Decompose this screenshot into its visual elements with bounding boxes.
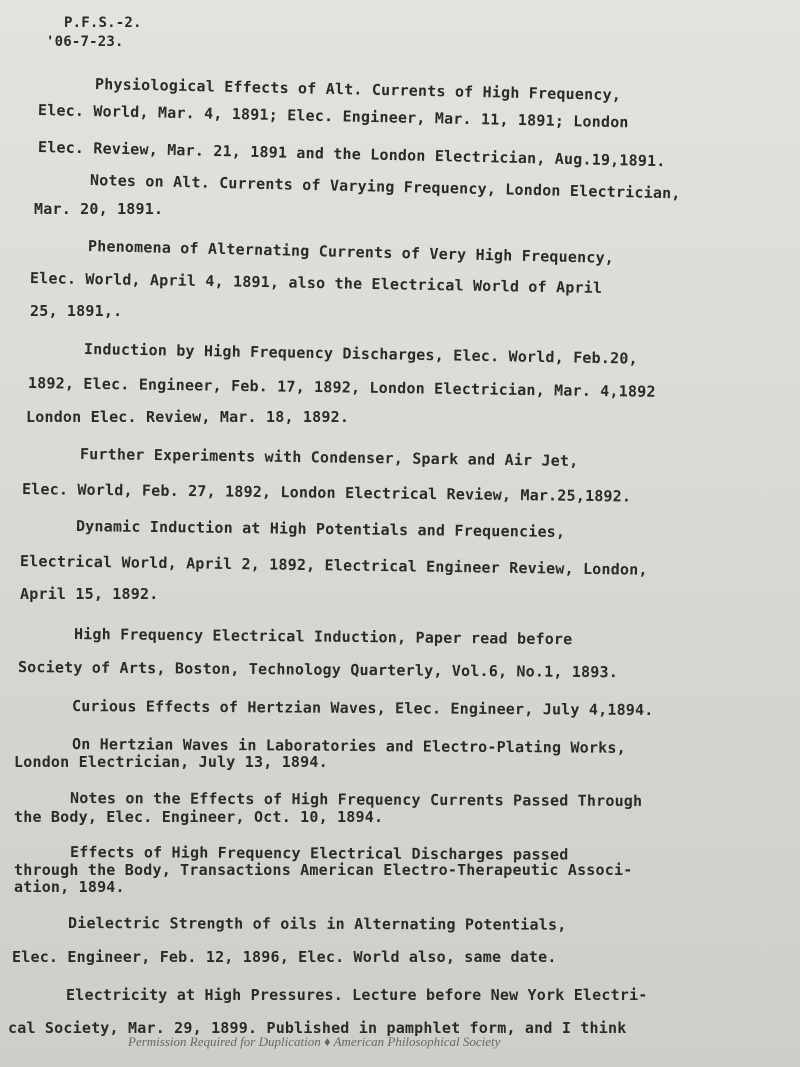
text-line: Electricity at High Pressures. Lecture before New York Electri- [66, 986, 648, 1004]
text-line: Elec. Review, Mar. 21, 1891 and the London Electrician, Aug.19,1891. [37, 138, 666, 171]
text-line: cal Society, Mar. 29, 1899. Published in pamphlet form, and I think [8, 1019, 627, 1037]
text-line: ation, 1894. [14, 878, 125, 896]
text-line: Further Experiments with Condenser, Spark and Air Jet, [79, 445, 579, 470]
text-line: On Hertzian Waves in Laboratories and Electro-Plating Works, [71, 735, 626, 757]
text-line: London Elec. Review, Mar. 18, 1892. [26, 408, 350, 426]
text-line: the Body, Elec. Engineer, Oct. 10, 1894. [14, 808, 384, 826]
document-date: '06-7-23. [46, 34, 124, 50]
text-line: Dielectric Strength of oils in Alternating Potentials, [67, 914, 567, 934]
text-line: London Electrician, July 13, 1894. [14, 753, 328, 771]
text-line: Elec. World, Feb. 27, 1892, London Electrical Review, Mar.25,1892. [21, 480, 632, 506]
text-line: Notes on Alt. Currents of Varying Frequency, London Electrician, [89, 171, 681, 203]
text-line: Notes on the Effects of High Frequency Currents Passed Through [69, 789, 643, 810]
document-reference: P.F.S.-2. [64, 15, 142, 31]
text-line: Elec. World, Mar. 4, 1891; Elec. Engineer, Mar. 11, 1891; London [37, 101, 629, 132]
text-line: Induction by High Frequency Discharges, Elec. World, Feb.20, [83, 340, 638, 368]
text-line: 25, 1891,. [30, 302, 123, 320]
text-line: Curious Effects of Hertzian Waves, Elec. Engineer, July 4,1894. [71, 697, 654, 720]
text-line: 1892, Elec. Engineer, Feb. 17, 1892, London Electrician, Mar. 4,1892 [27, 374, 656, 401]
text-line: April 15, 1892. [20, 585, 159, 603]
text-line: Dynamic Induction at High Potentials and Frequencies, [75, 517, 566, 541]
text-line: Elec. World, April 4, 1891, also the Electrical World of April [29, 269, 603, 297]
text-line: High Frequency Electrical Induction, Paper read before [73, 625, 573, 649]
text-line: Elec. Engineer, Feb. 12, 1896, Elec. World also, same date. [12, 948, 557, 966]
text-line: Effects of High Frequency Electrical Discharges passed [69, 843, 569, 864]
text-line: Society of Arts, Boston, Technology Quarterly, Vol.6, No.1, 1893. [17, 658, 619, 682]
archive-watermark: Permission Required for Duplication ♦ American Philosophical Society [128, 1034, 501, 1049]
text-line: through the Body, Transactions American Electro-Therapeutic Associ- [14, 861, 633, 879]
text-line: Physiological Effects of Alt. Currents of High Frequency, [94, 75, 622, 105]
text-line: Electrical World, April 2, 1892, Electrical Engineer Review, London, [19, 552, 648, 579]
text-line: Mar. 20, 1891. [34, 200, 164, 218]
text-line: Phenomena of Alternating Currents of Very High Frequency, [87, 237, 615, 267]
